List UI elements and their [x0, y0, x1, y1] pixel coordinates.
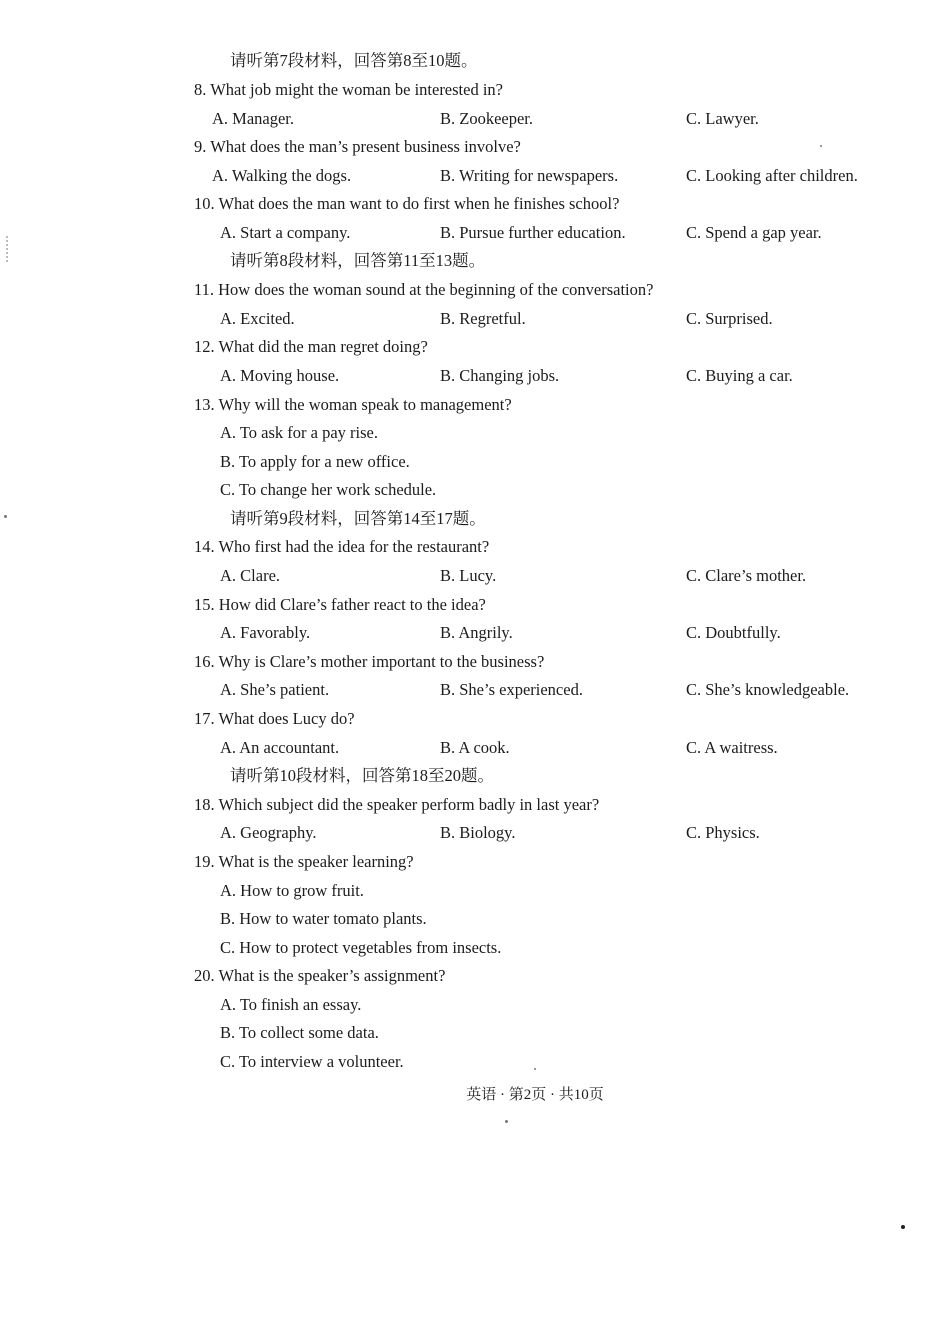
option-b: B. Writing for newspapers.: [440, 166, 619, 185]
options-row-8: [0, 105, 950, 133]
option-c: C. To change her work schedule.: [220, 480, 437, 499]
scan-speck: [4, 515, 7, 518]
option-a: A. Manager.: [212, 109, 295, 128]
option-a: A. Start a company.: [220, 223, 351, 242]
scan-speck: [505, 1120, 508, 1123]
option-c: C. She’s knowledgeable.: [686, 680, 850, 699]
option-c: C. Physics.: [686, 823, 760, 842]
question-19: 19. What is the speaker learning?: [194, 852, 414, 871]
option-a: A. Geography.: [220, 823, 317, 842]
question-9: 9. What does the man’s present business involve?: [194, 137, 521, 156]
option-a: A. To finish an essay.: [220, 995, 362, 1014]
option-b: B. A cook.: [440, 738, 510, 757]
page-footer: 英语 · 第2页 · 共10页: [466, 1087, 604, 1103]
options-row-17: [0, 734, 950, 762]
section-instruction: 请听第8段材料，回答第11至13题。: [230, 251, 486, 270]
options-row-9: [0, 162, 950, 190]
option-b: B. To apply for a new office.: [220, 452, 410, 471]
option-c: C. Doubtfully.: [686, 623, 781, 642]
option-a: A. Excited.: [220, 309, 295, 328]
option-a: A. To ask for a pay rise.: [220, 423, 378, 442]
option-c: C. Spend a gap year.: [686, 223, 822, 242]
option-a: A. An accountant.: [220, 738, 340, 757]
option-a: A. Moving house.: [220, 366, 340, 385]
question-15: 15. How did Clare’s father react to the idea?: [194, 595, 486, 614]
option-b: B. Lucy.: [440, 566, 497, 585]
section-instruction: 请听第7段材料，回答第8至10题。: [230, 51, 478, 70]
question-17: 17. What does Lucy do?: [194, 709, 355, 728]
question-11: 11. How does the woman sound at the beginning of the conversation?: [194, 280, 654, 299]
option-c: C. How to protect vegetables from insects.: [220, 938, 502, 957]
option-c: C. To interview a volunteer.: [220, 1052, 404, 1071]
option-c: C. Looking after children.: [686, 166, 858, 185]
option-c: C. A waitress.: [686, 738, 778, 757]
question-10: 10. What does the man want to do first when he finishes school?: [194, 194, 620, 213]
option-c: C. Clare’s mother.: [686, 566, 807, 585]
question-8: 8. What job might the woman be interested in?: [194, 80, 503, 99]
option-c: C. Surprised.: [686, 309, 773, 328]
option-c: C. Buying a car.: [686, 366, 793, 385]
question-14: 14. Who first had the idea for the restaurant?: [194, 537, 490, 556]
question-20: 20. What is the speaker’s assignment?: [194, 966, 446, 985]
option-a: A. Clare.: [220, 566, 281, 585]
scan-speck: [534, 1068, 536, 1070]
options-row-11: [0, 305, 950, 333]
option-a: A. Favorably.: [220, 623, 311, 642]
scan-speck: [820, 145, 822, 147]
option-a: A. She’s patient.: [220, 680, 330, 699]
section-instruction: 请听第10段材料，回答第18至20题。: [230, 766, 494, 785]
options-row-12: [0, 362, 950, 390]
option-b: B. She’s experienced.: [440, 680, 583, 699]
option-a: A. Walking the dogs.: [212, 166, 352, 185]
option-b: B. How to water tomato plants.: [220, 909, 427, 928]
question-18: 18. Which subject did the speaker perform badly in last year?: [194, 795, 600, 814]
question-16: 16. Why is Clare’s mother important to the business?: [194, 652, 545, 671]
option-b: B. Zookeeper.: [440, 109, 534, 128]
scan-margin-mark: [6, 236, 10, 262]
options-row-14: [0, 562, 950, 590]
options-row-15: [0, 619, 950, 647]
section-instruction: 请听第9段材料，回答第14至17题。: [230, 509, 486, 528]
option-c: C. Lawyer.: [686, 109, 759, 128]
option-b: B. Regretful.: [440, 309, 526, 328]
question-13: 13. Why will the woman speak to management?: [194, 395, 512, 414]
options-row-18: [0, 819, 950, 847]
option-a: A. How to grow fruit.: [220, 881, 364, 900]
options-row-10: [0, 219, 950, 247]
option-b: B. To collect some data.: [220, 1023, 379, 1042]
option-b: B. Biology.: [440, 823, 516, 842]
options-row-16: [0, 676, 950, 704]
question-12: 12. What did the man regret doing?: [194, 337, 428, 356]
option-b: B. Angrily.: [440, 623, 513, 642]
scan-speck: [901, 1225, 905, 1229]
option-b: B. Pursue further education.: [440, 223, 626, 242]
option-b: B. Changing jobs.: [440, 366, 560, 385]
